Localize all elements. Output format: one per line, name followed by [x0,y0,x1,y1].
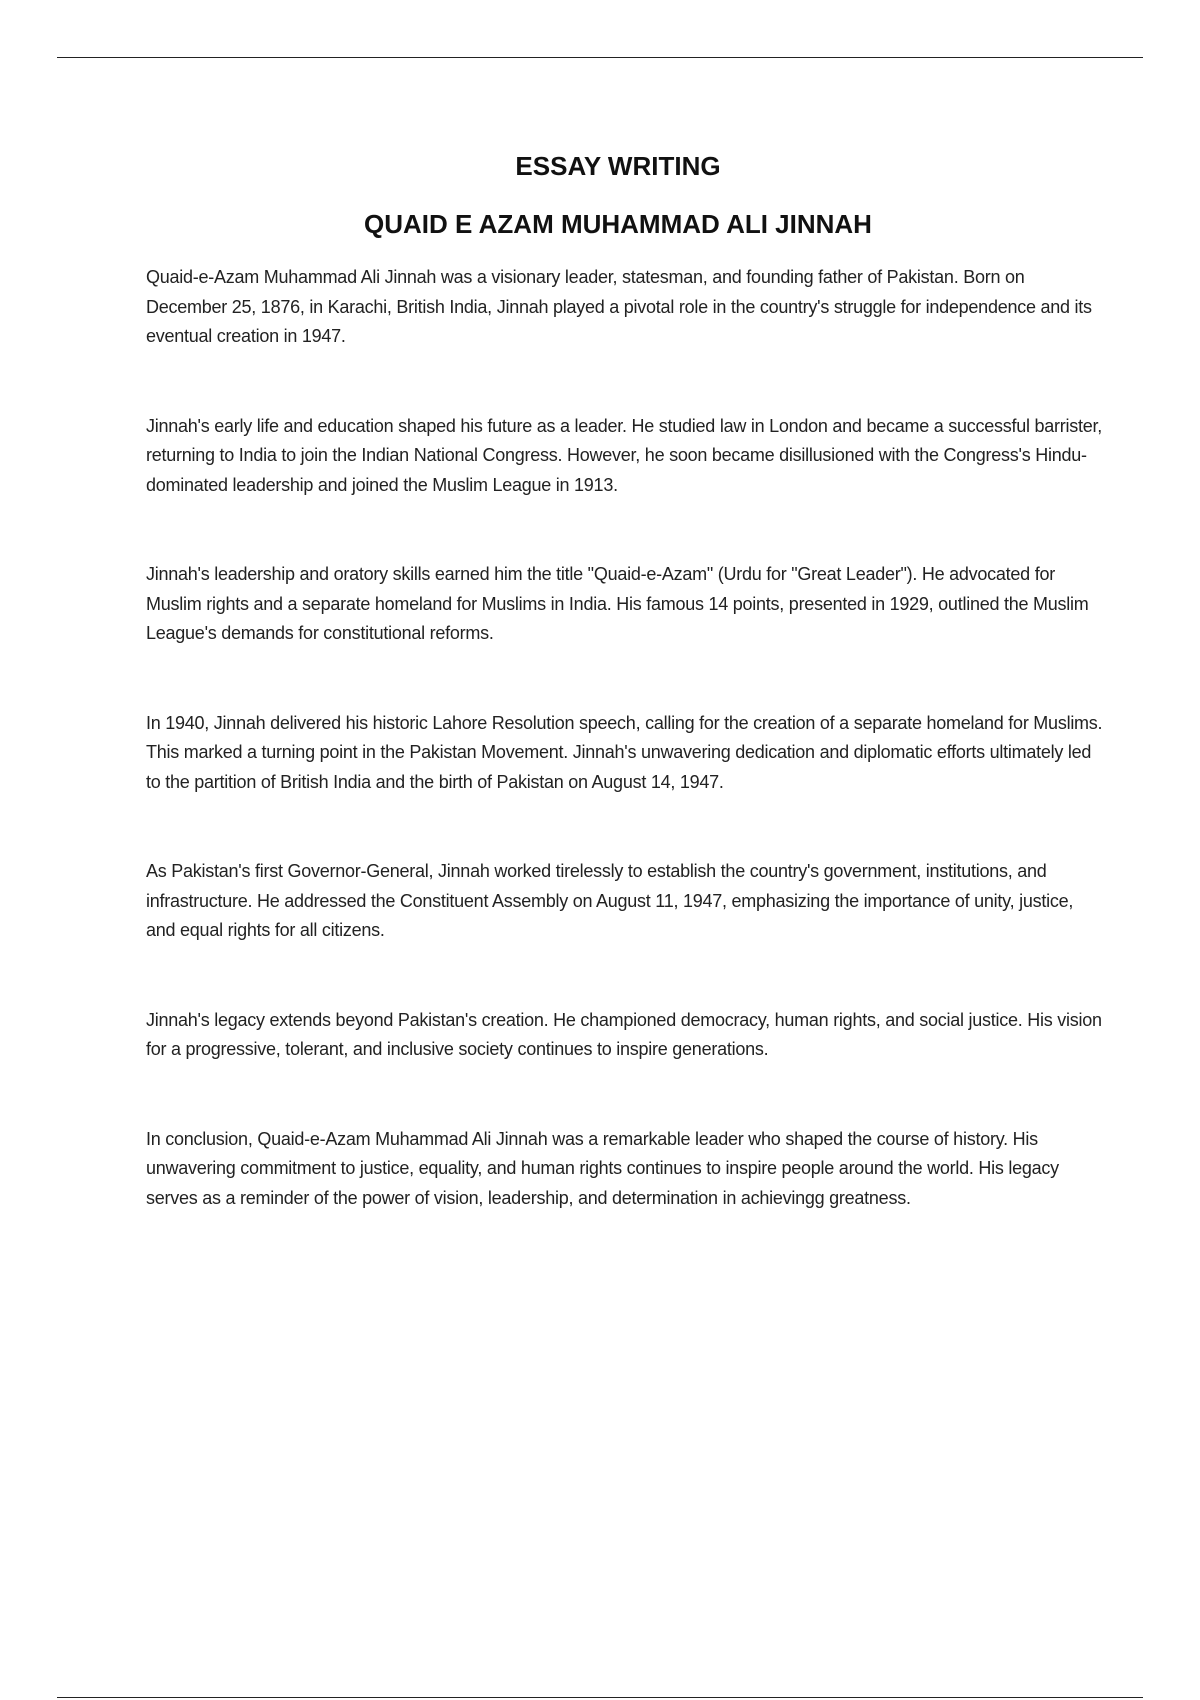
document-title: ESSAY WRITING [515,151,721,181]
paragraph-lahore-resolution: In 1940, Jinnah delivered his historic Lahore Resolution speech, calling for the creation of a separate homeland for Muslims. This marked a turning point in the Pakistan Movement. Jinnah's unwavering dedication and diplomatic efforts ultimately led to the partition of British India and the birth of Pakistan on August 14, 1947. [146,712,1103,792]
header-rule [57,57,1143,58]
paragraph-conclusion: In conclusion, Quaid-e-Azam Muhammad Ali Jinnah was a remarkable leader who shaped the course of history. His unwavering commitment to justice, equality, and human rights continues to inspire people around the world. His legacy serves as a reminder of the power of vision, leadership, and determination in achievingg greatness. [146,1128,1059,1208]
footer-rule [57,1697,1143,1698]
paragraph-introduction: Quaid-e-Azam Muhammad Ali Jinnah was a visionary leader, statesman, and founding father of Pakistan. Born on December 25, 1876, in Karachi, British India, Jinnah played a pivotal role in the country's struggle for independence and its eventual creation in 1947. [146,267,1092,346]
paragraph-governor-general: As Pakistan's first Governor-General, Jinnah worked tirelessly to establish the country's government, institutions, and infrastructure. He addressed the Constituent Assembly on August 11, 1947, emphasizing the importance of unity, justice, and equal rights for all citizens. [146,861,1074,940]
paragraph-leadership: Jinnah's leadership and oratory skills earned him the title "Quaid-e-Azam" (Urdu for "Great Leader"). He advocated for Muslim rights and a separate homeland for Muslims in India. His famous 14 points, presented in 1929, outlined the Muslim League's demands for constitutional reforms. [146,564,1089,643]
essay-body [146,263,1106,1213]
paragraph-early-life: Jinnah's early life and education shaped his future as a leader. He studied law in London and became a successful barrister, returning to India to join the Indian National Congress. However, he soon became disillusioned with the Congress's Hindu-dominated leadership and joined the Muslim League in 1913. [146,415,1103,495]
document-subtitle: QUAID E AZAM MUHAMMAD ALI JINNAH [364,209,872,239]
paragraph-legacy: Jinnah's legacy extends beyond Pakistan's creation. He championed democracy, human rights, and social justice. His vision for a progressive, tolerant, and inclusive society continues to inspire generations. [146,1009,1102,1059]
